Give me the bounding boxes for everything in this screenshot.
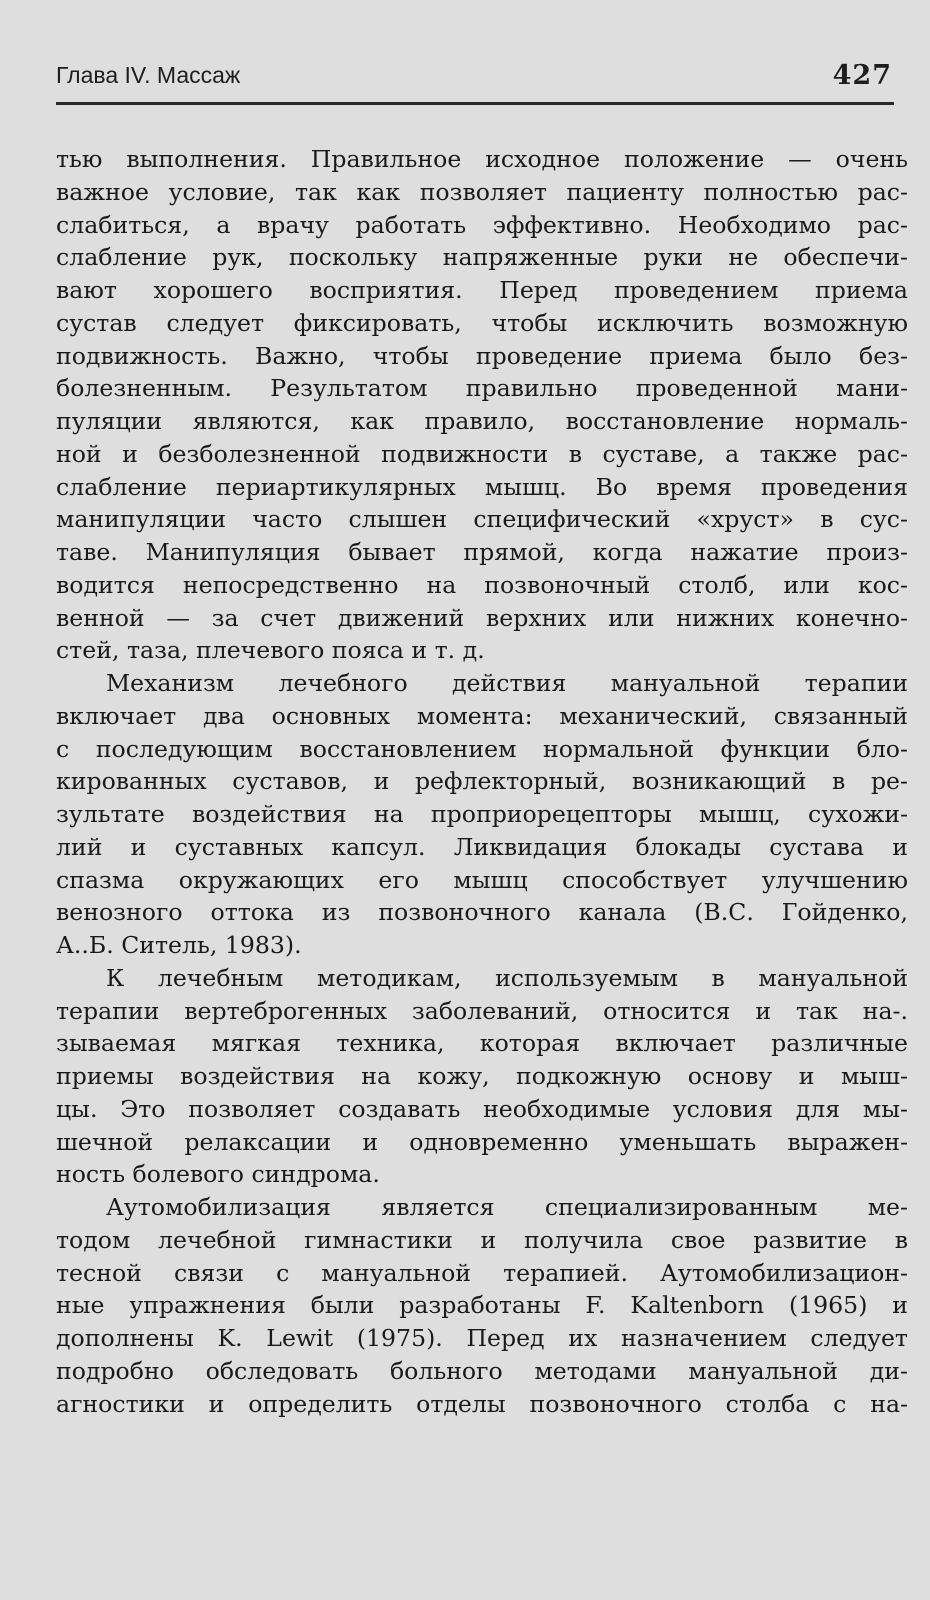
text-line: ной и безболезненной подвижности в суставе, а также рас-: [56, 439, 908, 468]
text-line: вают хорошего восприятия. Перед проведением приема: [56, 276, 908, 304]
text-line: ные упражнения были разработаны F. Kaltenborn (1965) и: [56, 1291, 908, 1320]
text-line: слабление периартикулярных мышц. Во время проведения: [56, 472, 908, 501]
text-line: пуляции являются, как правило, восстановление нормаль-: [56, 407, 908, 435]
body-text: [56, 143, 908, 1420]
text-line: агностики и определить отделы позвоночного столба с на-: [56, 1389, 908, 1418]
text-line: зываемая мягкая техника, которая включает различные: [56, 1029, 908, 1058]
text-line-indented: [56, 1191, 908, 1224]
text-line-content: Механизм лечебного действия мануальной терапии: [106, 669, 908, 697]
text-line-indented: [56, 962, 908, 995]
text-line: лий и суставных капсул. Ликвидация блокады сустава и: [56, 832, 908, 861]
text-line: венозного оттока из позвоночного канала (В.С. Гойденко,: [56, 898, 908, 927]
text-line: венной — за счет движений верхних или нижних конечно-: [56, 603, 908, 632]
text-line: шечной релаксации и одновременно уменьшать выражен-: [56, 1127, 908, 1156]
text-line: тесной связи с мануальной терапией. Аутомобилизацион-: [56, 1258, 908, 1287]
text-line: сустав следует фиксировать, чтобы исключить возможную: [56, 308, 908, 337]
text-line: болезненным. Результатом правильно проведенной мани-: [56, 374, 908, 403]
text-line: спазма окружающих его мышц способствует улучшению: [56, 865, 908, 894]
text-line: А..Б. Ситель, 1983).: [56, 931, 302, 959]
text-line: важное условие, так как позволяет пациенту полностью рас-: [56, 177, 908, 206]
text-line: манипуляции часто слышен специфический «хруст» в сус-: [56, 505, 908, 534]
text-line: тью выполнения. Правильное исходное положение — очень: [56, 145, 908, 173]
text-line-content: К лечебным методикам, используемым в мануальной: [106, 963, 908, 992]
text-line: дополнены K. Lewit (1975). Перед их назначением следует: [56, 1324, 908, 1352]
text-line: таве. Манипуляция бывает прямой, когда нажатие произ-: [56, 538, 908, 566]
text-line: с последующим восстановлением нормальной функции бло-: [56, 734, 908, 763]
text-line: включает два основных момента: механический, связанный: [56, 701, 908, 730]
text-line: цы. Это позволяет создавать необходимые условия для мы-: [56, 1094, 908, 1123]
running-header: [56, 58, 894, 105]
text-line: тодом лечебной гимнастики и получила свое развитие в: [56, 1225, 908, 1254]
text-line: зультате воздействия на проприорецепторы мышц, сухожи-: [56, 800, 908, 828]
text-line: ность болевого синдрома.: [56, 1160, 380, 1189]
page-number: 427: [832, 60, 892, 91]
text-line: терапии вертеброгенных заболеваний, относится и так на-.: [56, 996, 908, 1025]
text-line-indented: [56, 667, 908, 700]
text-line: подвижность. Важно, чтобы проведение приема было без-: [56, 341, 908, 370]
text-line: подробно обследовать больного методами мануальной ди-: [56, 1356, 908, 1385]
chapter-title: Глава IV. Массаж: [56, 62, 241, 88]
text-line: приемы воздействия на кожу, подкожную основу и мыш-: [56, 1062, 908, 1090]
text-line: водится непосредственно на позвоночный столб, или кос-: [56, 570, 908, 599]
text-line: слабление рук, поскольку напряженные руки не обеспечи-: [56, 243, 908, 272]
text-line: стей, таза, плечевого пояса и т. д.: [56, 636, 485, 665]
text-line: кированных суставов, и рефлекторный, возникающий в ре-: [56, 767, 908, 796]
text-line-content: Аутомобилизация является специализированным ме-: [106, 1193, 908, 1221]
text-line: слабиться, а врачу работать эффективно. Необходимо рас-: [56, 210, 908, 239]
